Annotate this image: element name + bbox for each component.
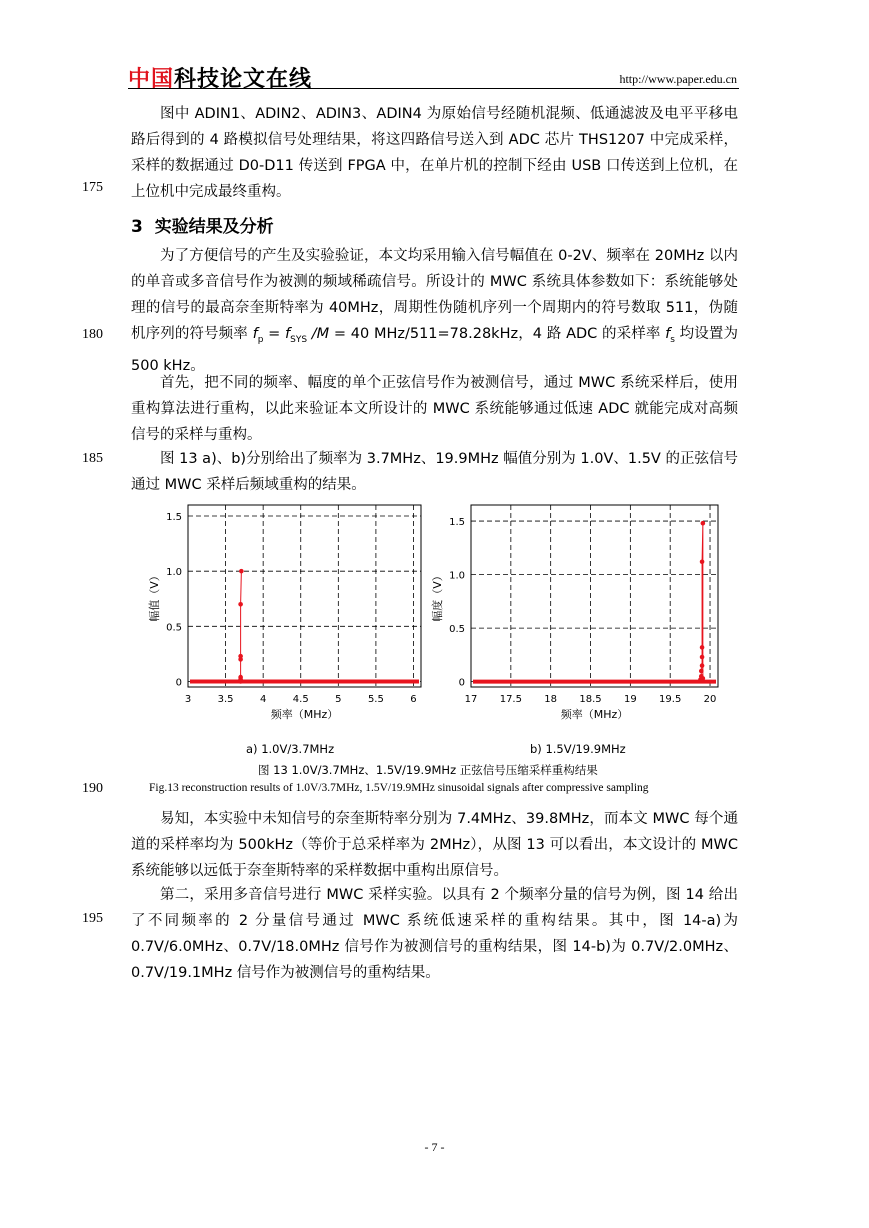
paragraph-2: 为了方便信号的产生及实验验证，本文均采用输入信号幅值在 0-2V、频率在 20MHz 以内的单音或多音信号作为被测的频域稀疏信号。所设计的 MWC 系统具体参数如下：系统能够处理的信号的最高奈奎斯特率为 40MHz，周期性伪随机序列一个周期内的符号数取 511，伪随机序列的符号频率 $f_p = f_{SYS}$ /M = 40 MHz/511=78.28kHz，4 路 ADC 的采样率 $f_s$ 均设置为 500 kHz。 [131, 248, 739, 374]
chart-b-x-tick-label: 18.5 [579, 694, 602, 705]
chart-b-y-tick-label: 1.5 [449, 517, 465, 529]
section-heading: 3 实验结果及分析 [131, 217, 274, 237]
paragraph-3: 首先，把不同的频率、幅度的单个正弦信号作为被测信号，通过 MWC 系统采样后，使用重构算法进行重构，以此来验证本文所设计的 MWC 系统能够通过低速 ADC 就能完成对高频信号的采样与重构。 [131, 375, 738, 443]
chart-a-x-tick-label: 6 [410, 694, 417, 705]
chart-b-x-tick-label: 20 [703, 694, 717, 705]
chart-a-x-axis-label: 频率（MHz） [270, 708, 339, 721]
chart-a-y-axis-label: 幅值（V） [148, 570, 161, 622]
site-logo: 中国科技论文在线 [128, 67, 313, 92]
paragraph-1: 图中 ADIN1、ADIN2、ADIN3、ADIN4 为原始信号经随机混频、低通滤波及电平平移电路后得到的 4 路模拟信号处理结果，将这四路信号送入到 ADC 芯片 THS1207 中完成采样，采样的数据通过 D0-D11 传送到 FPGA 中，在单片机的控制下经由 USB 口传送到上位机，在上位机中完成最终重构。 [131, 106, 738, 200]
chart-a-y-tick-label: 0.5 [166, 622, 182, 634]
chart-a [140, 500, 440, 736]
chart-a-series-line [241, 571, 242, 681]
chart-b-x-tick-label: 17 [464, 694, 478, 705]
chart-a-x-tick-label: 5 [335, 694, 342, 705]
chart-a-y-tick-label: 1.0 [166, 567, 182, 579]
chart-a-data-point [238, 654, 243, 659]
chart-b-caption: b) 1.5V/19.9MHz [530, 742, 626, 756]
chart-b-data-point [700, 645, 705, 650]
chart-a-data-point [238, 602, 243, 607]
line-number: 195 [82, 911, 103, 926]
paragraph-4: 图 13 a)、b)分别给出了频率为 3.7MHz、19.9MHz 幅值分别为 1.0V、1.5V 的正弦信号通过 MWC 采样后频域重构的结果。 [131, 451, 738, 493]
chart-a-caption: a) 1.0V/3.7MHz [246, 742, 335, 756]
chart-b-x-tick-label: 19 [623, 694, 637, 705]
chart-a-data-point [238, 675, 243, 680]
chart-b-data-point [701, 521, 706, 526]
page-number: - 7 - [424, 1140, 445, 1154]
chart-b-y-axis-label: 幅度（V） [431, 570, 444, 622]
header-rule [128, 88, 739, 89]
chart-b-y-tick-label: 0 [458, 677, 465, 689]
chart-a-y-tick-label: 0 [175, 677, 182, 689]
chart-b-y-tick-label: 0.5 [449, 624, 465, 636]
chart-a-x-tick-label: 4 [259, 694, 267, 705]
chart-b-plot-frame [471, 505, 718, 687]
header-url[interactable]: http://www.paper.edu.cn [619, 72, 737, 86]
chart-a-y-tick-label: 1.5 [166, 512, 182, 524]
chart-a-x-tick-label: 3.5 [217, 694, 234, 705]
chart-b-x-tick-label: 19.5 [659, 694, 682, 705]
line-number: 185 [82, 451, 103, 466]
line-number: 190 [82, 781, 103, 796]
line-number: 175 [82, 180, 103, 195]
chart-b-data-point [700, 559, 705, 564]
chart-b [428, 500, 728, 736]
chart-b-x-tick-label: 18 [544, 694, 558, 705]
chart-b-data-point [699, 669, 704, 674]
chart-b-data-point [701, 676, 706, 681]
figure-caption-cn: 图 13 1.0V/3.7MHz、1.5V/19.9MHz 正弦信号压缩采样重构结果 [258, 763, 598, 777]
chart-b-x-tick-label: 17.5 [499, 694, 522, 705]
chart-b-data-point [700, 655, 705, 660]
chart-a-plot-frame [188, 505, 421, 687]
chart-b-data-point [700, 663, 705, 668]
chart-a-data-point [239, 569, 244, 574]
paragraph-5: 易知，本实验中未知信号的奈奎斯特率分别为 7.4MHz、39.8MHz，而本文 MWC 每个通道的采样率均为 500kHz（等价于总采样率为 2MHz），从图 13 可以看出，本文设计的 MWC 系统能够以远低于奈奎斯特率的采样数据中重构出原信号。 [131, 811, 738, 879]
line-number: 180 [82, 327, 103, 342]
figure-caption-en: Fig.13 reconstruction results of 1.0V/3.7MHz, 1.5V/19.9MHz sinusoidal signals after compressive sampling [149, 782, 649, 794]
chart-a-x-tick-label: 4.5 [292, 694, 309, 705]
chart-a-x-tick-label: 5.5 [367, 694, 384, 705]
chart-a-x-tick-label: 3 [184, 694, 192, 705]
chart-b-x-axis-label: 频率（MHz） [560, 708, 629, 721]
chart-b-y-tick-label: 1.0 [449, 570, 465, 582]
paragraph-6: 第二，采用多音信号进行 MWC 采样实验。以具有 2 个频率分量的信号为例，图 14 给出了不同频率的 2 分量信号通过 MWC 系统低速采样的重构结果。其中，图 14-a)为 0.7V/6.0MHz、0.7V/18.0MHz 信号作为被测信号的重构结果，图 14-b)为 0.7V/2.0MHz、0.7V/19.1MHz 信号作为被测信号的重构结果。 [131, 887, 738, 981]
